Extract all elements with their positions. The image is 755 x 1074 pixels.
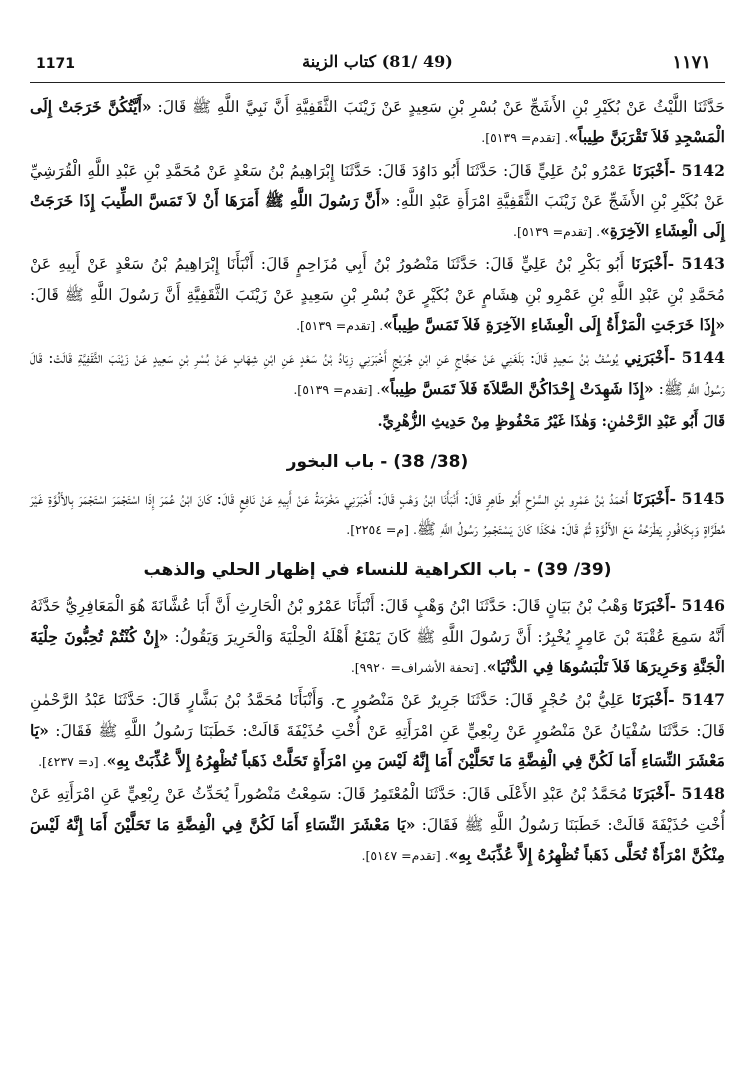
hadith-number: 5143 - [667, 254, 725, 274]
hadith-number: 5147 - [668, 690, 725, 710]
hadith-number: 5144 - [668, 348, 726, 368]
hadith-reference: . [تقدم= ٥١٣٩]. [293, 381, 381, 397]
hadith-quote: «إِنْ كُنْتُمْ تُحِبُّونَ حِلْيَةَ الْجَنَّةِ وَحَرِيرَهَا فَلاَ تَلْبَسُوهَا فِي الدُّنْيَا» [30, 626, 725, 677]
page-body [30, 92, 725, 873]
hadith-5143 [30, 249, 725, 341]
hadith-quote: «يَا مَعْشَرَ النِّسَاءِ أَمَا لَكُنَّ فِي الْفِضَّةِ مَا تَحَلَّيْنَ أَمَا إِنَّهُ لَيْسَ مِنْكُنَّ امْرَأَةٌ تُحَلَّى ذَهَباً تُظْهِرُهُ إِلاَّ عُذِّبَتْ بِهِ» [30, 814, 725, 864]
hadith-number: 5146 - [669, 596, 725, 616]
hadith-text: يُوسُفُ بْنُ سَعِيدٍ قَالَ: بَلَغَنِي عَنْ حَجَّاجٍ عَنِ ابْنِ جُرَيْجٍ أَخْبَرَنِي زِيَادُ بْنُ سَعْدٍ عَنِ ابْنِ شِهَابٍ عَنْ بُسْرِ بْنِ سَعِيدٍ عَنْ زَيْنَبَ الثَّقَفِيَّةِ قَالَتْ: قَالَ رَسُولُ اللَّهِ ﷺ: [30, 349, 725, 398]
hadith-5145 [30, 484, 725, 546]
hadith-text: عَلِيُّ بْنُ حُجْرٍ قَالَ: حَدَّثَنَا جَرِيرٌ عَنْ مَنْصُورٍ ح. وَأَنْبَأَنَا مُحَمَّدُ بْنُ بَشَّارٍ قَالَ: حَدَّثَنَا عَبْدُ الرَّحْمٰنِ قَالَ: حَدَّثَنَا سُفْيَانُ عَنْ مَنْصُورٍ عَنْ رِبْعِيٍّ عَنِ امْرَأَتِهِ عَنْ أُخْتِ حُذَيْفَةَ قَالَتْ: خَطَبَنَا رَسُولُ اللَّهِ ﷺ فَقَالَ: [30, 691, 725, 740]
chapter-heading-incense: (38/ 38) - باب البخور [286, 452, 469, 473]
hadith-text: مُحَمَّدُ بْنُ عَبْدِ الأَعْلَى قَالَ: حَدَّثَنَا الْمُعْتَمِرُ قَالَ: سَمِعْتُ مَنْصُوراً يُحَدِّثُ عَنْ رِبْعِيٍّ عَنِ امْرَأَتِهِ عَنْ أُخْتِ حُذَيْفَةَ قَالَتْ: خَطَبَنَا رَسُولُ اللَّهِ ﷺ فَقَالَ: [30, 785, 725, 834]
page-header [30, 42, 725, 83]
hadith-quote: «يَا مَعْشَرَ النِّسَاءِ أَمَا لَكُنَّ فِي الْفِضَّةِ مَا تَحَلَّيْنَ أَمَا إِنَّهُ لَيْسَ مِنِ امْرَأَةٍ تَحَلَّتْ ذَهَباً تُظْهِرُهُ إِلاَّ عُذِّبَتْ بِهِ» [30, 720, 725, 770]
hadith-quote: «إِذَا خَرَجَتِ الْمَرْأَةُ إِلَى الْعِشَاءِ الآخِرَةِ فَلاَ تَمَسَّ طِيباً» [383, 315, 725, 335]
hadith-5146 [30, 591, 725, 683]
chapter-heading-jewelry: (39/ 39) - باب الكراهية للنساء في إظهار الحلي والذهب [143, 560, 612, 581]
hadith-quote: «إِذَا شَهِدَتْ إِحْدَاكُنَّ الصَّلاَةَ فَلاَ تَمَسَّ طِيباً» [380, 378, 654, 398]
author-note: قَالَ أَبُو عَبْدِ الرَّحْمٰنِ: وَهٰذَا غَيْرُ مَحْفُوظٍ مِنْ حَدِيثِ الزُّهْرِيِّ. [377, 412, 725, 430]
page-number-latin: 1171 [36, 56, 75, 72]
hadith-lead: أَخْبَرَنَا [633, 488, 670, 508]
hadith-lead: أَخْبَرَنَا [631, 690, 669, 710]
hadith-reference: . [د= ٤٢٣٧]. [38, 753, 107, 769]
hadith-quote: «أَنَّ رَسُولَ اللَّهِ ﷺ أَمَرَهَا أَنْ لاَ تَمَسَّ الطِّيبَ إِذَا خَرَجَتْ إِلَى الْعِشَاءِ الآخِرَةِ» [30, 190, 725, 241]
hadith-lead: أَخْبَرَنَا [632, 160, 669, 180]
hadith-text: حَدَّثَنَا اللَّيْثُ عَنْ بُكَيْرِ بْنِ الأَشَجِّ عَنْ بُسْرِ بْنِ سَعِيدٍ عَنْ زَيْنَبَ الثَّقَفِيَّةِ أَنَّ نَبِيَّ اللَّهِ ﷺ قَالَ: [151, 98, 725, 116]
hadith-number: 5148 - [669, 784, 726, 804]
hadith-reference: . [تقدم= ٥١٣٩]. [481, 130, 569, 146]
hadith-number: 5145 - [669, 488, 725, 508]
hadith-lead: أَخْبَرَنَا [633, 596, 670, 616]
hadith-5144 [30, 343, 725, 405]
hadith-reference: . [تقدم= ٥١٣٩]. [296, 318, 384, 334]
hadith-text: عَمْرُو بْنُ عَلِيٍّ قَالَ: حَدَّثَنَا أَبُو دَاوُدَ قَالَ: حَدَّثَنَا إِبْرَاهِيمُ بْنُ سَعْدٍ عَنْ مُحَمَّدِ بْنِ عَبْدِ اللَّهِ الْقُرَشِيِّ عَنْ بُكَيْرِ بْنِ الأَشَجِّ عَنْ زَيْنَبَ الثَّقَفِيَّةِ امْرَأَةِ عَبْدِ اللَّهِ: [30, 161, 725, 210]
hadith-5147 [30, 685, 725, 777]
hadith-reference: . [تقدم= ٥١٣٩]. [512, 224, 601, 240]
hadith-lead: أَخْبَرَنَا [631, 254, 668, 274]
hadith-text: وَهْبُ بْنُ بَيَانٍ قَالَ: حَدَّثَنَا ابْنُ وَهْبٍ قَالَ: أَنْبَأَنَا عَمْرُو بْنُ الْحَارِثِ أَنَّ أَبَا عُشَّانَةَ هُوَ الْمَعَافِرِيُّ حَدَّثَهُ أَنَّهُ سَمِعَ عُقْبَةَ بْنَ عَامِرٍ يُخْبِرُ: أَنَّ رَسُولَ اللَّهِ ﷺ كَانَ يَمْنَعُ أَهْلَهُ الْحِلْيَةَ وَالْحَرِيرَ وَيَقُولُ: [30, 597, 725, 646]
hadith-5142 [30, 156, 725, 248]
hadith-text: أَبُو بَكْرِ بْنُ عَلِيٍّ قَالَ: حَدَّثَنَا مَنْصُورُ بْنُ أَبِي مُزَاحِمٍ قَالَ: أَنْبَأَنَا إِبْرَاهِيمُ بْنُ سَعْدٍ عَنْ أَبِيهِ عَنْ مُحَمَّدِ بْنِ عَبْدِ اللَّهِ بْنِ عَمْرِو بْنِ هِشَامٍ عَنْ بُكَيْرٍ عَنْ بُسْرِ بْنِ سَعِيدٍ عَنْ زَيْنَبَ الثَّقَفِيَّةِ أَنَّ رَسُولَ اللَّهِ ﷺ قَالَ: [30, 255, 725, 304]
hadith-lead: أَخْبَرَنِي [624, 348, 669, 368]
hadith-continuation [30, 92, 725, 154]
hadith-reference: . [تحفة الأشراف= ٩٩٢٠]. [350, 660, 487, 676]
running-title: (49 /81) كتاب الزينة [302, 52, 453, 71]
hadith-number: 5142 - [668, 160, 725, 180]
hadith-reference: . [تقدم= ٥١٤٧]. [361, 847, 449, 863]
hadith-5148 [30, 779, 725, 871]
hadith-text: أَحْمَدُ بْنُ عَمْرِو بْنِ السَّرْحِ أَبُو طَاهِرٍ قَالَ: أَنْبَأَنَا ابْنُ وَهْبٍ قَالَ: أَخْبَرَنِي مَخْرَمَةُ عَنْ أَبِيهِ عَنْ نَافِعٍ قَالَ: كَانَ ابْنُ عُمَرَ إِذَا اسْتَجْمَرَ اسْتَجْمَرَ بِالأَلُوَّةِ غَيْرَ مُطَرَّاةٍ وَبِكَافُورٍ يَطْرَحُهُ مَعَ الأَلُوَّةِ ثُمَّ قَالَ: هٰكَذَا كَانَ يَسْتَجْمِرُ رَسُولُ اللَّهِ ﷺ [30, 489, 725, 538]
hadith-lead: أَخْبَرَنَا [632, 784, 670, 804]
page-number-arabic: ١١٧١ [672, 52, 711, 73]
hadith-reference: . [م= ٢٢٥٤]. [346, 521, 417, 537]
hadith-quote: «أَيَّتُكُنَّ خَرَجَتْ إِلَى الْمَسْجِدِ فَلاَ تَقْرَبَنَّ طِيباً» [30, 97, 725, 147]
